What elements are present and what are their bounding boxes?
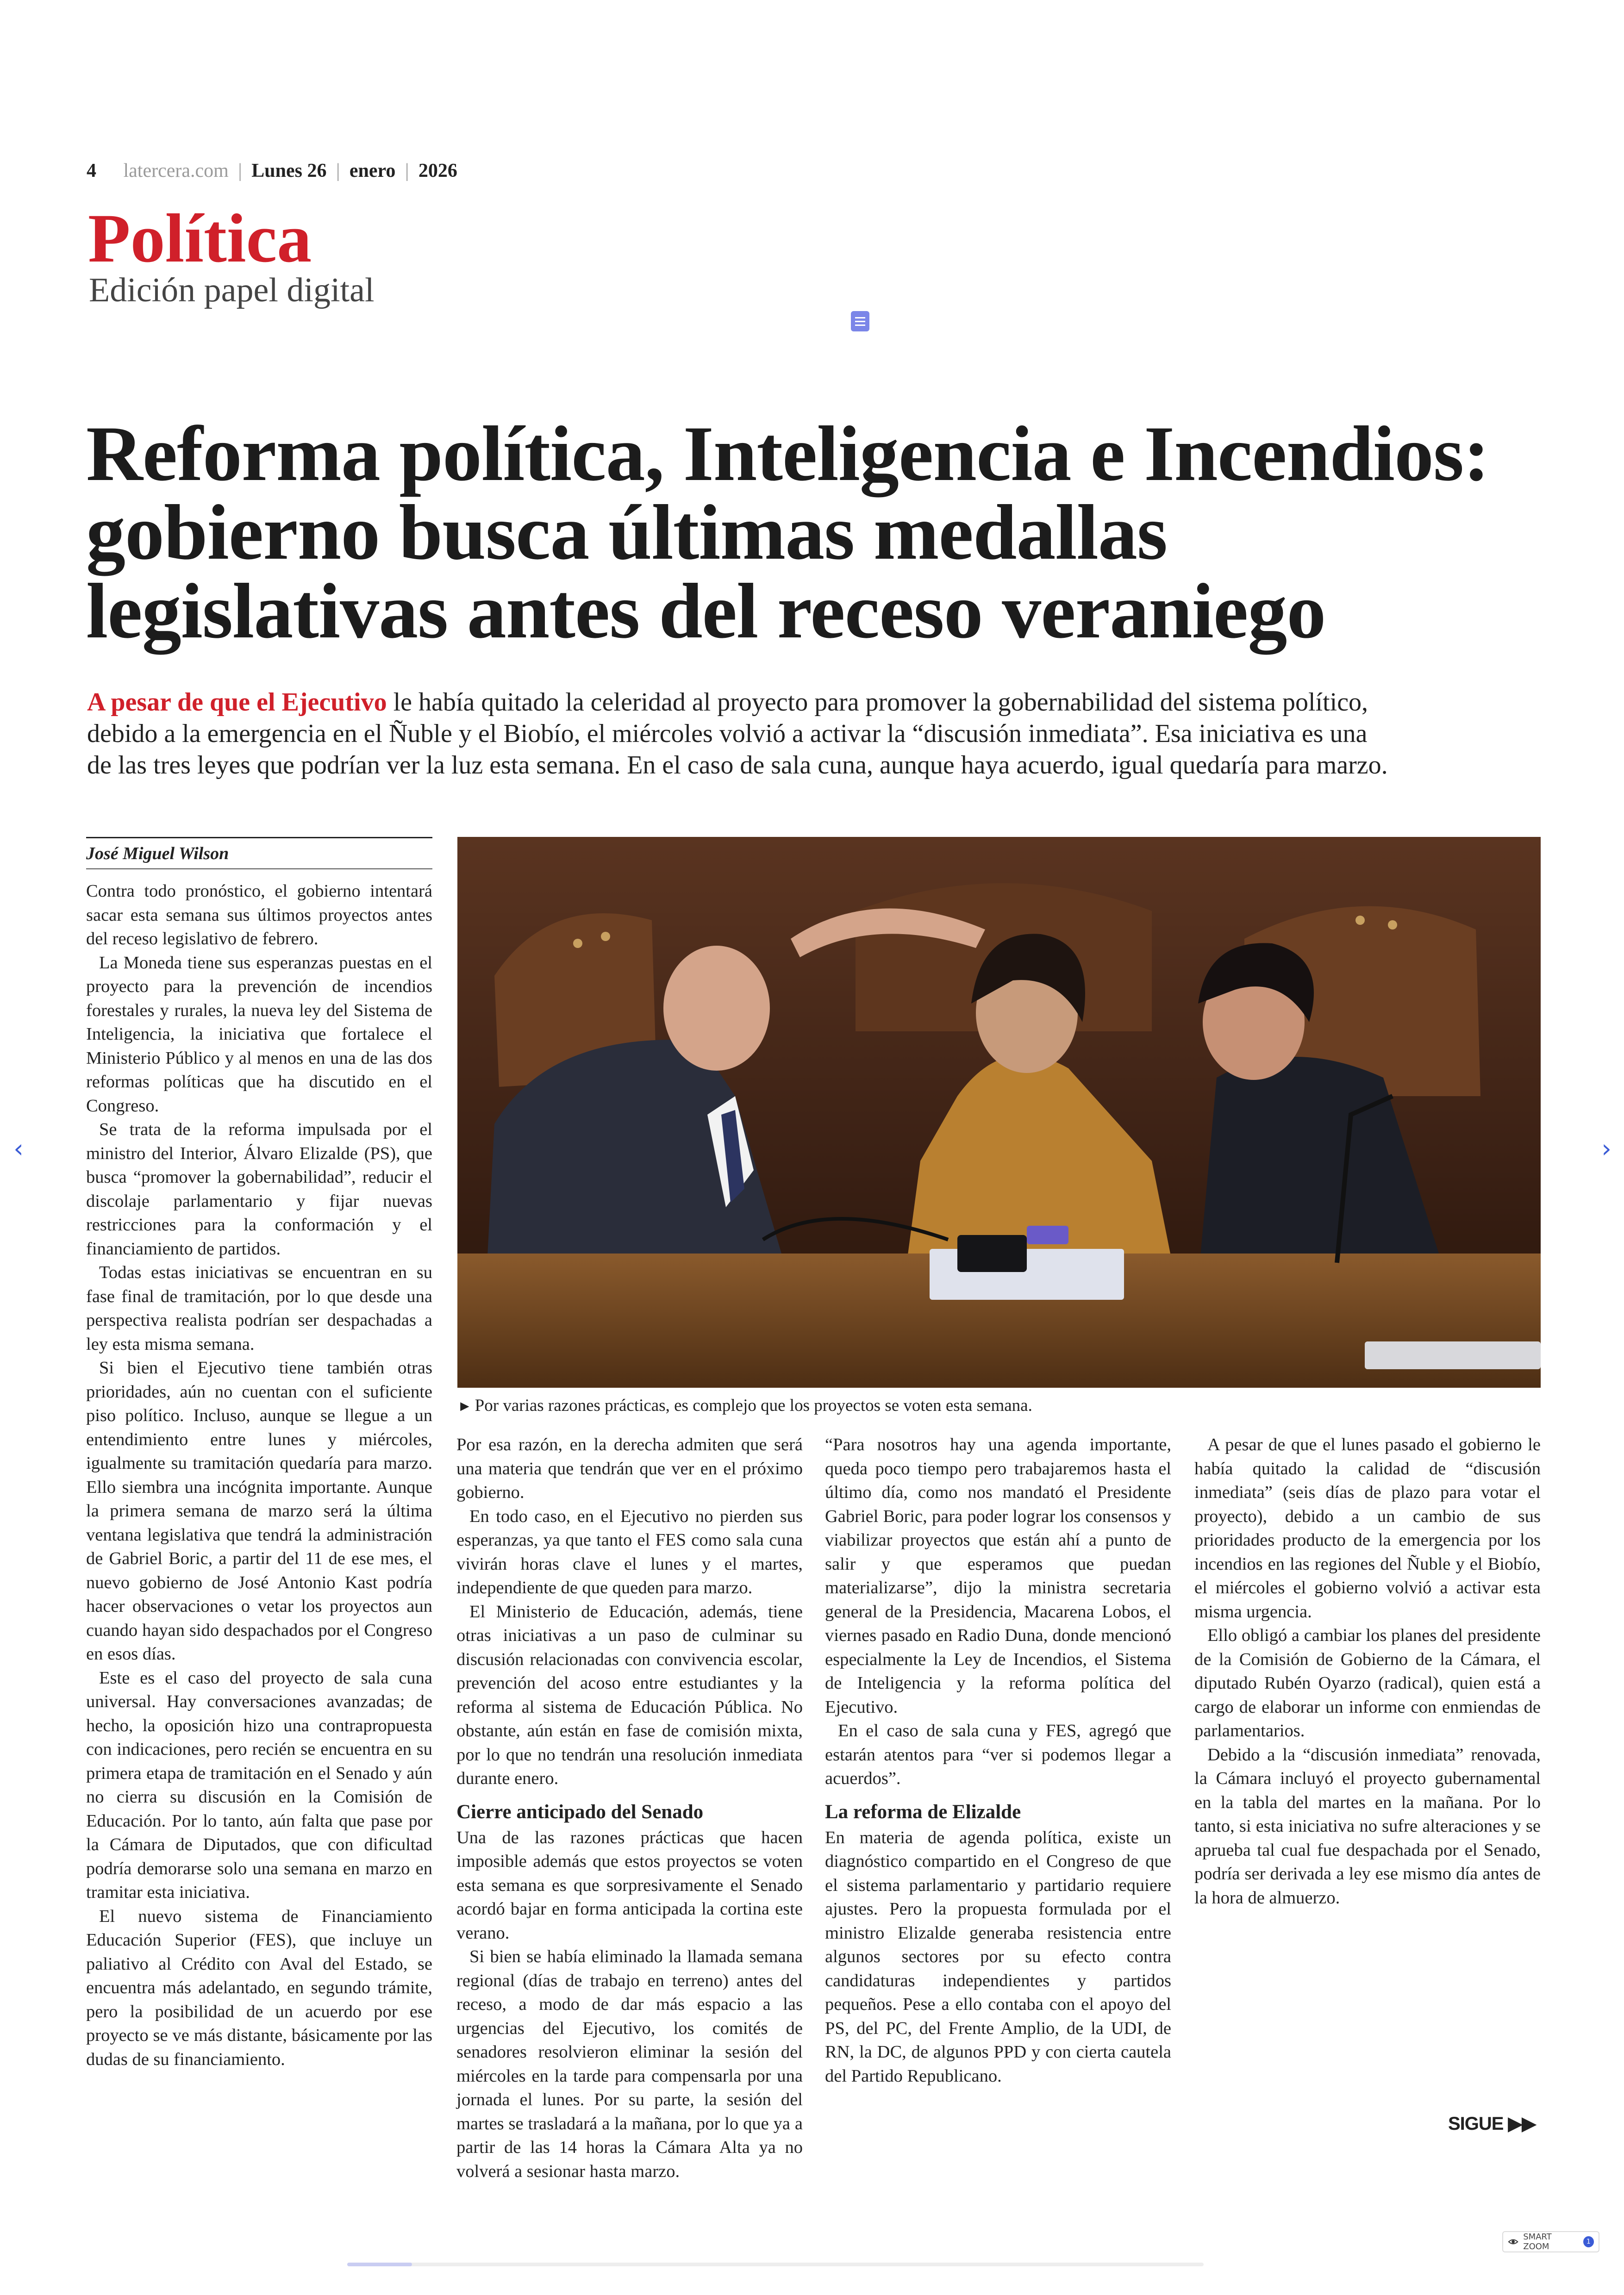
paragraph: Ello obligó a cambiar los planes del presidente de la Comisión de Gobierno de la Cámara, el diputado Rubén Oyarzo (radical), quien está a cargo de elaborar un informe con enmiendas de parlamentarios. xyxy=(1194,1626,1541,1740)
byline-rule xyxy=(86,837,432,838)
article-photo xyxy=(457,837,1541,1388)
article-headline xyxy=(86,410,1549,655)
paragraph: Por esa razón, en la derecha admiten que será una materia que tendrán que ver en el próximo gobierno. xyxy=(456,1435,803,1502)
scrollbar-thumb[interactable] xyxy=(347,2263,412,2266)
byline-rule-bottom xyxy=(86,868,432,869)
paragraph: A pesar de que el lunes pasado el gobierno le había quitado la calidad de “discusión inmediata” (seis días de plazo para votar el proyecto), debido a un cambio de sus prioridades producto de la emergencia por los incendios en las regiones del Ñuble y el Biobío, el miércoles el gobierno volvió a activar esta misma urgencia. xyxy=(1194,1435,1541,1621)
page-scrollbar[interactable] xyxy=(347,2263,1204,2266)
prev-page-chevron-icon[interactable]: ‹ xyxy=(13,1134,24,1163)
headline-line: Reforma política, Inteligencia e Incendios: xyxy=(86,410,1489,497)
folio-line: 4 latercera.com | Lunes 26 | enero | 2026 xyxy=(87,160,457,181)
paragraph: Contra todo pronóstico, el gobierno intentará sacar esta semana sus últimos proyectos antes del receso legislativo de febrero. xyxy=(86,881,432,948)
note-icon[interactable] xyxy=(851,311,869,331)
paragraph: Si bien se había eliminado la llamada semana regional (días de trabajo en terreno) antes del receso, a modo de dar más espacio a las urgencias del Ejecutivo, los comités de senadores resolvieron eliminar la sesión del miércoles en la tarde para compensarla por una jornada el lunes. Por su parte, la sesión del martes se trasladará a la mañana, por lo que ya a partir de las 14 horas la Cámara Alta ya no volverá a sesionar hasta marzo. xyxy=(456,1947,803,2181)
paragraph: “Para nosotros hay una agenda importante, queda poco tiempo pero trabajaremos hasta el último día, como nos mandató el Presidente Gabriel Boric, para poder lograr los consensos y viabilizar proyectos que están ahí a punto de salir y que esperamos que puedan materializarse”, dijo la ministra secretaria general de la Presidencia, Macarena Lobos, el viernes pasado en Radio Duna, donde mencionó especialmente la Ley de Incendios, el Sistema de Inteligencia y la reforma política del Ejecutivo. xyxy=(825,1435,1171,1717)
paragraph: Debido a la “discusión inmediata” renovada, la Cámara incluyó el proyecto gubernamental en la tabla del martes en la mañana. Por lo tanto, si esta iniciativa no sufre alteraciones y se aprueba tal cual fue despachada por el Senado, podría ser derivada a ley ese mismo día antes de la hora de almuerzo. xyxy=(1194,1745,1541,1908)
photo-caption: ► Por varias razones prácticas, es complejo que los proyectos se voten esta semana. xyxy=(457,1396,1032,1415)
folio-month: enero xyxy=(349,160,396,181)
photo-illustration xyxy=(457,837,1541,1388)
column-3 xyxy=(825,1433,1171,2088)
headline-line: gobierno busca últimas medallas xyxy=(86,489,1168,576)
paragraph: En materia de agenda política, existe un diagnóstico compartido en el Congreso de que el sistema parlamentario y partidario requiere ajustes. Pero la propuesta formulada por el ministro Elizalde generaba resistencia entre algunos sectores por su efecto contra candidaturas independientes y partidos pequeños. Pese a ello contaba con el apoyo del PS, del PC, del Frente Amplio, de la UDI, de RN, la DC, de algunos PPD y con cierta cautela del Partido Republicano. xyxy=(825,1827,1171,2086)
paragraph: El nuevo sistema de Financiamiento Educación Superior (FES), que incluye un paliativo al Crédito con Aval del Estado, se encuentra más adelantado, en segundo trámite, pero la posibilidad de un acuerdo por ese proyecto se ve más distante, básicamente por las dudas de su financiamiento. xyxy=(86,1906,432,2069)
paragraph: Si bien el Ejecutivo tiene también otras prioridades, aún no cuentan con el suficiente piso político. Incluso, aunque se llegue a un entendimiento entre lunes y miércoles, igualmente su tramitación quedaría para marzo. Ello siembra una incógnita importante. Aunque la primera semana de marzo será la última ventana legislativa que tendrá la administración de Gabriel Boric, a partir del 11 de ese mes, el nuevo gobierno de José Antonio Kast podría hacer observaciones o vetar los proyectos aun cuando hayan sido despachados por el Congreso en esos días. xyxy=(86,1358,432,1664)
paragraph: La Moneda tiene sus esperanzas puestas en el proyecto para la prevención de incendios forestales y rurales, la nueva ley del Sistema de Inteligencia, la iniciativa que fortalece el Ministerio Público y al menos en una de las dos reformas políticas que ha discutido en el Congreso. xyxy=(86,953,432,1116)
caption-marker-icon: ► xyxy=(457,1397,472,1414)
paragraph: Una de las razones prácticas que hacen imposible además que estos proyectos se voten esta semana es que sorpresivamente el Senado acordó bajar en forma anticipada la cortina este verano. xyxy=(456,1827,803,1943)
paragraph: Todas estas iniciativas se encuentran en su fase final de tramitación, por lo que desde una perspectiva realista podrían ser despachadas a ley esta misma semana. xyxy=(86,1263,432,1354)
subheading: Cierre anticipado del Senado xyxy=(456,1801,704,1823)
lede-highlight: A pesar de que el Ejecutivo xyxy=(87,688,387,717)
paragraph: En el caso de sala cuna y FES, agregó que estarán atentos para “ver si podemos llegar a acuerdos”. xyxy=(825,1721,1171,1788)
subheading: La reforma de Elizalde xyxy=(825,1801,1021,1823)
paragraph: Este es el caso del proyecto de sala cuna universal. Hay conversaciones avanzadas; de hecho, la oposición hizo una contrapropuesta con indicaciones, pero recién se encuentra en su primera etapa de tramitación en el Senado y aún no cierra su discusión en la Comisión de Educación. Por lo tanto, aún falta que pase por la Cámara de Diputados, que con dificultad podría demorarse solo una semana en marzo en tramitar esta iniciativa. xyxy=(86,1668,432,1902)
section-title: Política xyxy=(88,200,312,277)
folio-year: 2026 xyxy=(418,160,457,181)
smart-zoom-label: SMART ZOOM xyxy=(1523,2232,1552,2251)
paragraph: El Ministerio de Educación, además, tiene otras iniciativas a un paso de culminar su discusión relacionadas con convivencia escolar, prevención del acoso entre estudiantes y la reforma al sistema de Educación Pública. No obstante, aún están en fase de comisión mixta, por lo que no tendrán una resolución inmediata durante enero. xyxy=(456,1602,803,1788)
column-4 xyxy=(1194,1433,1541,1910)
headline-line: legislativas antes del receso veraniego xyxy=(86,568,1326,655)
smart-zoom-badge: 1 xyxy=(1583,2236,1594,2247)
paragraph: Se trata de la reforma impulsada por el ministro del Interior, Álvaro Elizalde (PS), que busca “promover la gobernabilidad”, reducir el discolaje parlamentario y fijar nuevas restricciones para la conformación y el financiamiento de partidos. xyxy=(86,1120,432,1259)
continue-label[interactable]: SIGUE ▶▶ xyxy=(1448,2114,1536,2134)
column-2 xyxy=(456,1433,803,2183)
next-page-chevron-icon[interactable]: › xyxy=(1601,1134,1612,1163)
eye-icon xyxy=(1508,2236,1518,2247)
byline: José Miguel Wilson xyxy=(86,844,229,863)
folio-day: Lunes 26 xyxy=(251,160,327,181)
smart-zoom-button[interactable] xyxy=(1502,2231,1599,2252)
site-name: latercera.com xyxy=(123,160,229,181)
paragraph: En todo caso, en el Ejecutivo no pierden sus esperanzas, ya que tanto el FES como sala cuna vivirán horas clave el lunes y el martes, independiente de que queden para marzo. xyxy=(456,1506,803,1597)
column-1 xyxy=(86,879,432,2071)
page-number: 4 xyxy=(87,160,96,181)
section-subtitle: Edición papel digital xyxy=(89,271,375,309)
article-lede: A pesar de que el Ejecutivo le había quitado la celeridad al proyecto para promover la gobernabilidad del sistema político, debido a la emergencia en el Ñuble y el Biobío, el miércoles volvió a activar la “discusión inmediata”. Esa iniciativa es una de las tres leyes que podrían ver la luz esta semana. En el caso de sala cuna, aunque haya acuerdo, igual quedaría para marzo. xyxy=(87,688,1388,780)
